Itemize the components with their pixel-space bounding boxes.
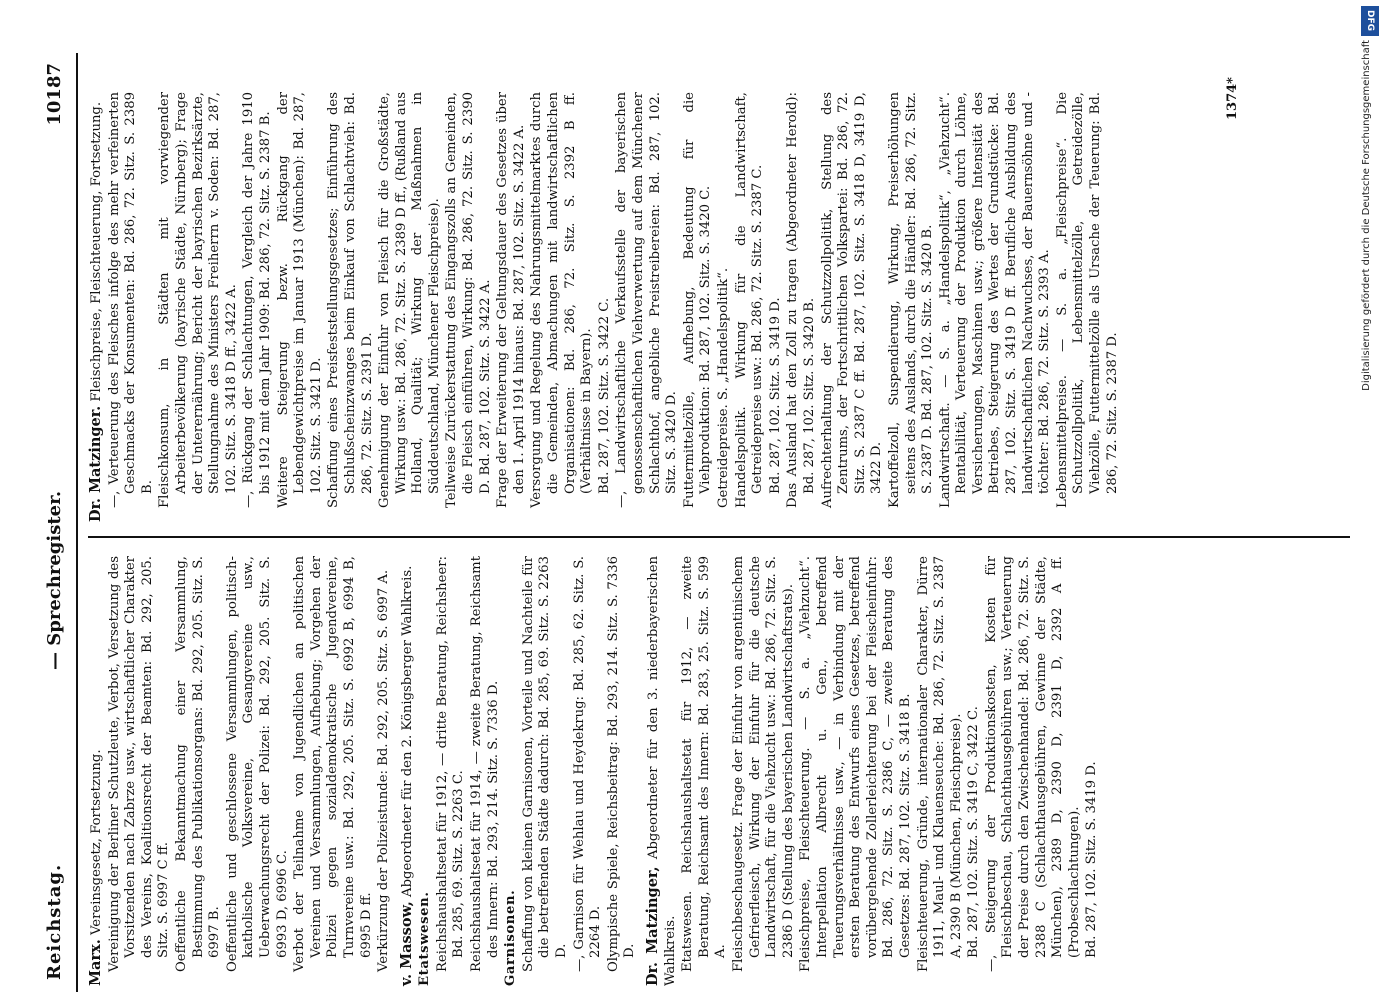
index-entry: Getreidepreise. S. „Handelspolitik“. (715, 267, 731, 508)
index-entry: Reichshaushaltsetat für 1912, — dritte Beratung, Reichsheer: Bd. 285, 69. Sitz. S. 2263 C. (434, 556, 467, 972)
index-entry: Fleischbeschaugesetz. Frage der Einfuhr von argentinischem Gefrierfleisch, Wirkung der Einfuhr für die deutsche Landwirtschaft, für die Viehzucht usw.: Bd. 286, 72. Sitz. S. 2386 D (Stellung des bayerischen Landwirtschaftsrats). (730, 556, 796, 972)
index-entry: Fleischkonsum, in Städten mit vorwiegender Arbeiterbevölkerung (bayrische Städte, Nürnberg); Frage der Unterernährung; Bericht der bayrischen Bezirksärzte, Stellungnahme des Ministers Freiherrn v. Soden: Bd. 287, 102. Sitz. S. 3418 D ff., 3422 A. (157, 92, 239, 508)
person-description: Fleischpreise, Fleischteuerung, Fortsetzung. (89, 101, 104, 402)
person-name: Dr. Matzinger, (644, 866, 661, 986)
index-entry: —, Verteuerung des Fleisches infolge des mehr verfeinerten Geschmacks der Konsumenten: Bd. 286, 72. Sitz. S. 2389 B. (106, 92, 155, 508)
index-entry: Fleischteuerung, Gründe, internationaler Charakter, Dürre 1911, Maul- und Klauenseuche: Bd. 286, 72. Sitz. S. 2387 A, 2390 B (München, Fleischpreise). (915, 556, 964, 972)
dfg-stamp-text: Digitalisierung gefördert durch die Deutsche Forschungsgemeinschaft (1361, 40, 1372, 391)
section-heading: Garnisonen. (503, 889, 519, 986)
person-description: Abgeordneter für den 2. Königsberger Wahlkreis. (399, 565, 415, 897)
index-entry: Aufrechterhaltung der Schutzzollpolitik, Stellung des Zentrums, der Fortschrittlichen Volkspartei: Bd. 286, 72. Sitz. S. 2387 C ff. Bd. 287, 102. Sitz. S. 3418 D, 3419 D, 3422 D. (819, 92, 885, 508)
right-column (88, 92, 1122, 522)
header-rule (76, 53, 78, 992)
index-reference: Bd. 287, 102. Sitz. S. 3419 D. (767, 297, 783, 494)
index-entry: Verbot der Teilnahme von Jugendlichen an politischen Vereinen und Versammlungen, Aufhebung; Vorgehen der Polizei gegen sozialdemokratische Jugendvereine, Turnvereine usw.: Bd. 292, 205. Sitz. S. 6992 B, 6994 B, 6995 D ff. (292, 556, 374, 972)
index-entry: —, Steigerung der Produktionskosten, Kosten für Fleischbeschau, Schlachthausgebühren usw.; Verteuerung der Preise durch den Zwischenhandel: Bd. 286, 72. Sitz. S. 2388 C (Schlachthausgebühren, Gewinne der Städte, München), 2389 D, 2390 D, 2391 D, 2392 A ff. (Probeschlachtungen). (983, 556, 1082, 972)
index-reference: Bd. 287, 102. Sitz. S. 3419 D. (1084, 761, 1100, 958)
column-divider (88, 537, 1350, 539)
index-entry: Oeffentliche und geschlossene Versammlungen, politisch-katholische Volksvereine, Gesangvereine usw., Ueberwachungsrecht der Polizei: Bd. 292, 205. Sitz. S. 6993 D, 6996 C. (224, 556, 290, 972)
person-name: Dr. Matzinger. (87, 405, 104, 522)
index-entry: Teilweise Zurückerstattung des Eingangszolls an Gemeinden, die Fleisch einführen, Wirkung: Bd. 286, 72. Sitz. S. 2390 D. Bd. 287, 102. Sitz. S. 3422 A. (444, 92, 493, 508)
person-name: v. Massow, (397, 901, 415, 986)
dfg-logo: DFG (1361, 6, 1379, 36)
section-heading: Etatswesen. (417, 891, 433, 986)
index-entry: —, Landwirtschaftliche Verkaufsstelle der bayerischen genossenschaftlichen Viehverwertung auf dem Münchener Schlachthof, angebliche Preistreibereien: Bd. 287, 102. Sitz. S. 3420 D. (614, 92, 680, 508)
header-left: Reichstag. (44, 863, 65, 980)
index-entry: Olympische Spiele, Reichsbeitrag: Bd. 293, 214. Sitz. S. 7336 D. (605, 556, 638, 972)
index-entry: Das Ausland hat den Zoll zu tragen (Abgeordneter Herold): Bd. 287, 102. Sitz. S. 3420 B. (785, 92, 817, 508)
index-reference: Bd. 287, 102. Sitz. S. 3419 C, 3422 C. (966, 706, 982, 958)
person-name: Marx. (87, 939, 104, 986)
index-entry: Frage der Erweiterung der Geltungsdauer des Gesetzes über den 1. April 1914 hinaus: Bd. 287, 102. Sitz. S. 3422 A. (495, 92, 527, 508)
index-entry: Kartoffelzoll, Suspendierung, Wirkung, Preiserhöhungen seitens des Auslands, durch die Händler: Bd. 286, 72. Sitz. S. 2387 D. Bd. 287, 102. Sitz. S. 3420 B. (886, 92, 936, 508)
dfg-stamp (1359, 6, 1381, 996)
person-description: Vereinsgesetz, Fortsetzung. (89, 749, 104, 936)
person-entry (88, 92, 106, 522)
left-column (88, 556, 1102, 986)
index-entry: Verkürzung der Polizeistunde: Bd. 292, 205. Sitz. S. 6997 A. (376, 569, 392, 972)
person-description: Abgeordneter für den 3. niederbayerischen Wahlkreis. (646, 556, 678, 986)
index-entry: Weitere Steigerung bezw. Rückgang der Lebendgewichtpreise im Januar 1913 (München): Bd. 287, 102. Sitz. S. 3421 D. (275, 92, 324, 508)
index-entry: —, Rückgang der Schlachtungen, Vergleich der Jahre 1910 bis 1912 mit dem Jahr 1909: Bd. 286, 72. Sitz. S. 2387 B. (241, 92, 273, 508)
header-center: — Sprechregister. (44, 490, 65, 670)
index-entry: —, Garnison für Wehlau und Heydekrug: Bd. 285, 62. Sitz. S. 2264 D. (571, 556, 604, 972)
index-entry: Versorgung und Regelung des Nahrungsmittelmarktes durch die Gemeinden, Abmachungen mit landwirtschaftlichen Organisationen: Bd. 286, 72. Sitz. S. 2392 B ff. (Verhältnisse in Bayern). (529, 92, 595, 508)
person-entry (645, 556, 679, 986)
person-entry (399, 556, 417, 986)
index-entry: Oeffentliche Bekanntmachung einer Versammlung, Bestimmung des Publikationsorgans: Bd. 292, 205. Sitz. S. 6997 B. (173, 556, 223, 972)
index-reference: Bd. 287, 102. Sitz. S. 3422 C. (596, 297, 612, 494)
page-header (30, 45, 80, 1000)
index-entry: Schaffung von kleinen Garnisonen, Vorteile und Nachteile für die betreffenden Städte dadurch: Bd. 285, 69. Sitz. S. 2263 D. (520, 556, 570, 972)
index-entry: Fleischpreise, Fleischteuerung. — S. a. „Viehzucht“. Interpellation Albrecht u. Gen., betreffend Teuerungsverhältnisse usw., — in Verbindung mit der ersten Beratung des Entwurfs eines Gesetzes, betreffend vorübergehende Zollerleichterung bei der Fleischeinfuhr: Bd. 286, 72. Sitz. S. 2386 C, — zweite Beratung des Gesetzes: Bd. 287, 102. Sitz. S. 3418 B. (798, 556, 913, 972)
page-number: 10187 (44, 63, 65, 126)
index-entry: Futtermittelzölle, Aufhebung, Bedeutung für die Viehproduktion: Bd. 287, 102. Sitz. S. 3420 C. (681, 92, 714, 508)
index-entry: Schaffung eines Preisfeststellungsgesetzes; Einführung des Schlußscheinzwanges beim Einkauf von Schlachtvieh: Bd. 286, 72. Sitz. S. 2391 D. (326, 92, 375, 508)
index-entry: Handelspolitik. Wirkung für die Landwirtschaft, Getreidepreise usw.: Bd. 286, 72. Sitz. S. 2387 C. (733, 92, 766, 508)
index-entry: Reichshaushaltsetat für 1914, — zweite Beratung, Reichsamt des Innern: Bd. 293, 214. Sitz. S. 7336 D. (469, 556, 501, 972)
index-entry: Landwirtschaft. — S. a. „Handelspolitik“, „Viehzucht“. Rentabilität, Verteuerung der Produktion durch Löhne, Versicherungen, Maschinen usw.; größere Intensität des Betriebes, Steigerung des Wertes der Grundstücke: Bd. 287, 102. Sitz. S. 3419 D ff. Berufliche Ausbildung des landwirtschaftlichen Nachwuchses, der Bauernsöhne und -töchter: Bd. 286, 72. Sitz. S. 2393 A. (937, 92, 1053, 508)
index-entry: Vereinigung der Berliner Schutzleute, Verbot, Versetzung des Vorsitzenden nach Zabrze usw., wirtschaftlicher Charakter des Vereins, Koalitionsrecht der Beamten: Bd. 292, 205. Sitz. S. 6997 C ff. (106, 556, 172, 972)
document-page (30, 45, 1370, 1000)
person-entry (88, 556, 106, 986)
index-entry: Genehmigung der Einfuhr von Fleisch für die Großstädte, Wirkung usw.: Bd. 286, 72. Sitz. S. 2389 D ff., (Rußland aus Holland, Qualität; Wirkung der Maßnahmen in Süddeutschland, Münchener Fleischpreise). (377, 92, 442, 508)
index-entry: Etatswesen. Reichshaushaltsetat für 1912, — zweite Beratung, Reichsamt des Innern: Bd. 283, 25. Sitz. S. 599 A. (680, 556, 729, 972)
index-entry: Lebensmittelpreise. — S. a. „Fleischpreise“. Die Schutzzollpolitik, Lebensmittelzölle, Getreidezölle, Viehzölle, Futtermittelzölle als Ursache der Teuerung: Bd. 286, 72. Sitz. S. 2387 D. (1054, 92, 1120, 508)
signature-mark: 1374* (1225, 77, 1240, 120)
